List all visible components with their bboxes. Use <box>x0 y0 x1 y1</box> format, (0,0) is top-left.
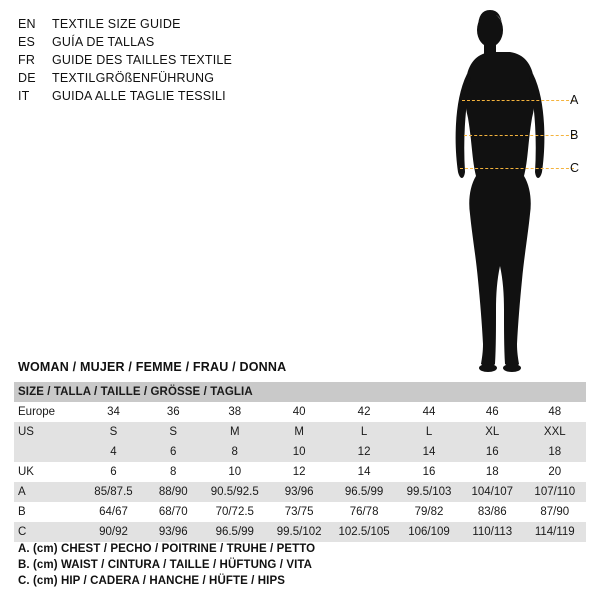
cell: 99.5/102 <box>276 526 322 538</box>
body-figure <box>430 8 590 378</box>
measure-line-b <box>464 135 574 136</box>
row-label-us: US <box>18 426 34 438</box>
table-row <box>14 442 586 462</box>
cell: 6 <box>170 446 177 458</box>
legend-row-c: C. (cm) HIP / CADERA / HANCHE / HÜFTE / HIPS <box>18 575 286 587</box>
cell: XL <box>485 426 500 438</box>
cell: 114/119 <box>534 526 575 538</box>
cell: 42 <box>357 406 371 418</box>
legend <box>18 541 578 589</box>
row-label-uk: UK <box>18 466 34 478</box>
cell: 83/86 <box>477 506 507 518</box>
cell: 110/113 <box>472 526 513 538</box>
table-header-label: SIZE / TALLA / TAILLE / GRÖSSE / TAGLIA <box>18 386 253 398</box>
cell: 68/70 <box>158 506 188 518</box>
measure-label-c: C <box>570 161 580 175</box>
cell: 90/92 <box>99 526 128 538</box>
measure-line-a <box>462 100 574 101</box>
cell: 93/96 <box>158 526 188 538</box>
language-text-de: TEXTILGRÖßENFÜHRUNG <box>52 71 215 85</box>
cell: 88/90 <box>158 486 188 498</box>
cell: 36 <box>166 406 180 418</box>
cell: 107/110 <box>534 486 576 498</box>
legend-row-b: B. (cm) WAIST / CINTURA / TAILLE / HÜFTUNG / VITA <box>18 559 313 571</box>
row-label-europe: Europe <box>18 406 56 418</box>
cell: 90.5/92.5 <box>210 486 259 498</box>
cell: 102.5/105 <box>338 526 390 538</box>
cell: 12 <box>357 446 371 458</box>
cell: 79/82 <box>414 506 444 518</box>
table-row <box>14 502 586 522</box>
cell: M <box>294 426 304 438</box>
measure-label-b: B <box>570 128 579 142</box>
legend-row-a: A. (cm) CHEST / PECHO / POITRINE / TRUHE / PETTO <box>18 543 316 555</box>
cell: 20 <box>548 466 562 478</box>
cell: 96.5/99 <box>215 526 254 538</box>
cell: 18 <box>485 466 499 478</box>
cell: 70/72.5 <box>215 506 254 518</box>
cell: 87/90 <box>540 506 570 518</box>
size-table <box>14 382 586 542</box>
cell: 4 <box>110 446 117 458</box>
cell: XXL <box>543 426 566 438</box>
cell: 16 <box>485 446 499 458</box>
measure-label-a: A <box>570 93 579 107</box>
cell: 10 <box>228 466 242 478</box>
cell: 10 <box>292 446 306 458</box>
language-code-fr: FR <box>18 53 36 67</box>
cell: 12 <box>292 466 306 478</box>
table-row <box>14 482 586 502</box>
table-row <box>14 462 586 482</box>
cell: L <box>360 426 368 438</box>
cell: 99.5/103 <box>406 486 452 498</box>
cell: 46 <box>485 406 499 418</box>
cell: 106/109 <box>408 526 450 538</box>
language-text-es: GUÍA DE TALLAS <box>52 35 155 49</box>
language-text-it: GUIDA ALLE TAGLIE TESSILI <box>52 89 226 103</box>
row-label-b: B <box>18 506 26 518</box>
cell: 104/107 <box>471 486 514 498</box>
language-text-fr: GUIDE DES TAILLES TEXTILE <box>52 53 233 67</box>
cell: 73/75 <box>284 506 314 518</box>
row-label-a: A <box>18 486 26 498</box>
cell: 40 <box>292 406 306 418</box>
cell: S <box>169 426 178 438</box>
cell: S <box>109 426 118 438</box>
cell: 34 <box>107 406 120 418</box>
language-row-es <box>18 34 318 51</box>
cell: 44 <box>422 406 436 418</box>
language-row-de <box>18 70 318 87</box>
measure-line-c <box>460 168 574 169</box>
row-label-us-numeric <box>14 442 83 462</box>
cell: 14 <box>422 446 436 458</box>
row-label-c: C <box>18 526 27 538</box>
cell: 6 <box>110 466 117 478</box>
table-row <box>14 402 586 422</box>
cell: L <box>425 426 433 438</box>
language-row-fr <box>18 52 318 69</box>
language-code-en: EN <box>18 17 36 31</box>
female-silhouette-icon <box>430 8 590 378</box>
cell: 93/96 <box>284 486 314 498</box>
cell: 18 <box>548 446 562 458</box>
language-code-es: ES <box>18 35 36 49</box>
language-text-en: TEXTILE SIZE GUIDE <box>52 17 181 31</box>
cell: 8 <box>170 466 177 478</box>
cell: 76/78 <box>349 506 379 518</box>
language-row-it <box>18 88 318 105</box>
cell: M <box>229 426 240 438</box>
language-code-it: IT <box>18 89 30 103</box>
cell: 8 <box>231 446 238 458</box>
cell: 16 <box>422 466 436 478</box>
cell: 48 <box>548 406 562 418</box>
table-row <box>14 522 586 542</box>
cell: 96.5/99 <box>344 486 384 498</box>
cell: 14 <box>357 466 371 478</box>
cell: 85/87.5 <box>94 486 133 498</box>
table-header-row <box>14 382 586 402</box>
language-code-de: DE <box>18 71 36 85</box>
table-row <box>14 422 586 442</box>
language-row-en <box>18 16 318 33</box>
cell: 64/67 <box>99 506 128 518</box>
cell: 38 <box>228 406 242 418</box>
language-list <box>18 16 318 106</box>
section-title: WOMAN / MUJER / FEMME / FRAU / DONNA <box>18 360 287 374</box>
